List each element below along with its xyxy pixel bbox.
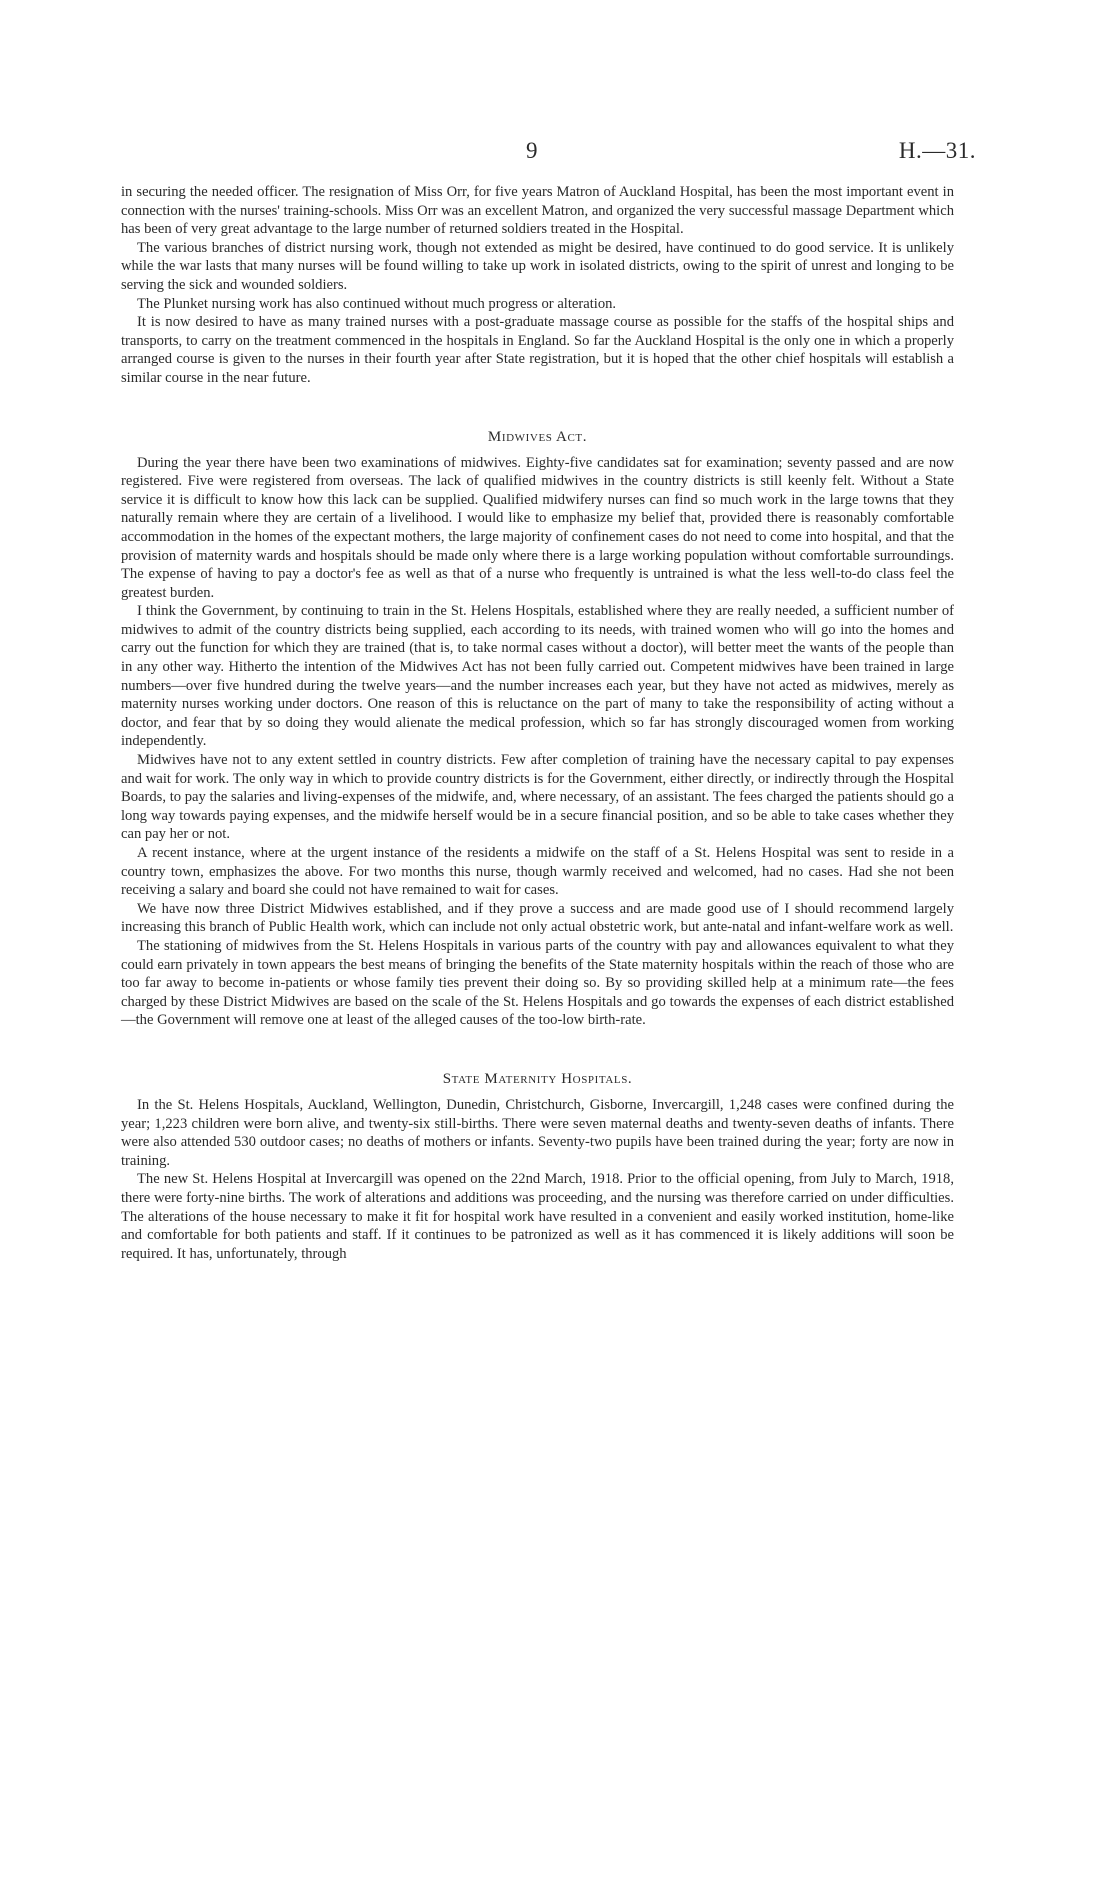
section-state-maternity-hospitals xyxy=(121,1071,954,1263)
paragraph: We have now three District Midwives established, and if they prove a success and are made good use of I should recommend largely increasing this branch of Public Health work, which can include not only actual obstetric work, but ante-natal and infant-welfare work as well. xyxy=(121,900,954,936)
document-reference: H.—31. xyxy=(898,138,976,163)
section-heading: State Maternity Hospitals. xyxy=(442,1070,633,1087)
paragraph: The various branches of district nursing work, though not extended as might be desired, have continued to do good service. It is unlikely while the war lasts that many nurses will be found willing to take up work in isolated districts, owing to the spirit of unrest and longing to be serving the sick and wounded soldiers. xyxy=(121,239,954,293)
page-header xyxy=(0,138,1114,168)
page-body xyxy=(121,183,954,1263)
section-heading: Midwives Act. xyxy=(487,428,588,445)
paragraph: A recent instance, where at the urgent instance of the residents a midwife on the staff of a St. Helens Hospital was sent to reside in a country town, emphasizes the above. For two months this nurse, though warmly received and welcomed, had no cases. Had she not been receiving a salary and board she could not have remained to wait for cases. xyxy=(121,845,954,899)
paragraph: During the year there have been two examinations of midwives. Eighty-five candidates sat for examination; seventy passed and are now registered. Five were registered from overseas. The lack of qualified midwives in the country districts is still keenly felt. Without a State service it is difficult to know how this lack can be supplied. Qualified midwifery nurses can find so much work in the large towns that they naturally remain where they are certain of a livelihood. I would like to emphasize my belief that, provided there is reasonably comfortable accommodation in the homes of the expectant mothers, the large majority of confinement cases do not need to come into hospital, and that the provision of maternity wards and hospitals should be made only where there is a large working population without comfortable surroundings. The expense of having to pay a doctor's fee as well as that of a nurse who frequently is untrained is what the less well-to-do class feel the greatest burden. xyxy=(121,454,954,601)
paragraph: in securing the needed officer. The resignation of Miss Orr, for five years Matron of Auckland Hospital, has been the most important event in connection with the nurses' training-schools. Miss Orr was an excellent Matron, and organized the very successful massage Department which has been of very great advantage to the large number of returned soldiers treated in the Hospital. xyxy=(121,184,954,238)
paragraph: It is now desired to have as many trained nurses with a post-graduate massage course as possible for the staffs of the hospital ships and transports, to carry on the treatment commenced in the hospitals in England. So far the Auckland Hospital is the only one in which a properly arranged course is given to the nurses in their fourth year after State registration, but it is hoped that the other chief hospitals will establish a similar course in the near future. xyxy=(121,314,954,386)
paragraph: I think the Government, by continuing to train in the St. Helens Hospitals, established where they are really needed, a sufficient number of midwives to admit of the country districts being supplied, each according to its needs, with trained women who will go into the homes and carry out the function for which they are trained (that is, to take normal cases without a doctor), will better meet the wants of the people than in any other way. Hitherto the intention of the Midwives Act has not been fully carried out. Competent midwives have been trained in large numbers—over five hundred during the twelve years—and the number increases each year, but they have not acted as midwives, merely as maternity nurses working under doctors. One reason of this is reluctance on the part of many to take the responsibility of acting without a doctor, and fear that by so doing they would alienate the medical profession, which so far has strongly discouraged women from working independently. xyxy=(121,603,954,750)
paragraph: The new St. Helens Hospital at Invercargill was opened on the 22nd March, 1918. Prior to the official opening, from July to March, 1918, there were forty-nine births. The work of alterations and additions was proceeding, and the nursing was therefore carried on under difficulties. The alterations of the house necessary to make it fit for hospital work have resulted in a convenient and easily worked institution, home-like and comfortable for both patients and staff. If it continues to be patronized as well as it has commenced it is likely additions will soon be required. It has, unfortunately, through xyxy=(121,1171,954,1262)
page-number: 9 xyxy=(526,138,538,163)
paragraph: The stationing of midwives from the St. Helens Hospitals in various parts of the country with pay and allowances equivalent to what they could earn privately in town appears the best means of bringing the benefits of the State maternity hospitals within the reach of those who are too far away to become in-patients or whose family ties prevent their doing so. By so providing skilled help at a minimum rate—the fees charged by these District Midwives are based on the scale of the St. Helens Hospitals and go towards the expenses of each district established—the Government will remove one at least of the alleged causes of the too-low birth-rate. xyxy=(121,937,954,1029)
paragraph: In the St. Helens Hospitals, Auckland, Wellington, Dunedin, Christchurch, Gisborne, Invercargill, 1,248 cases were confined during the year; 1,223 children were born alive, and twenty-six still-births. There were seven maternal deaths and twenty-seven deaths of infants. There were also attended 530 outdoor cases; no deaths of mothers or infants. Seventy-two pupils have been trained during the year; forty are now in training. xyxy=(121,1096,954,1169)
paragraph: The Plunket nursing work has also continued without much progress or alteration. xyxy=(137,295,617,312)
paragraph: Midwives have not to any extent settled in country districts. Few after completion of training have the necessary capital to pay expenses and wait for work. The only way in which to provide country districts is for the Government, either directly, or indirectly through the Hospital Boards, to pay the salaries and living-expenses of the midwife, and, where necessary, of an assistant. The fees charged the patients should go a long way towards paying expenses, and the midwife herself would be in a secure financial position, and so be able to take cases whether they can pay her or not. xyxy=(121,752,954,843)
section-midwives-act xyxy=(121,429,954,1030)
section-intro xyxy=(121,183,954,388)
